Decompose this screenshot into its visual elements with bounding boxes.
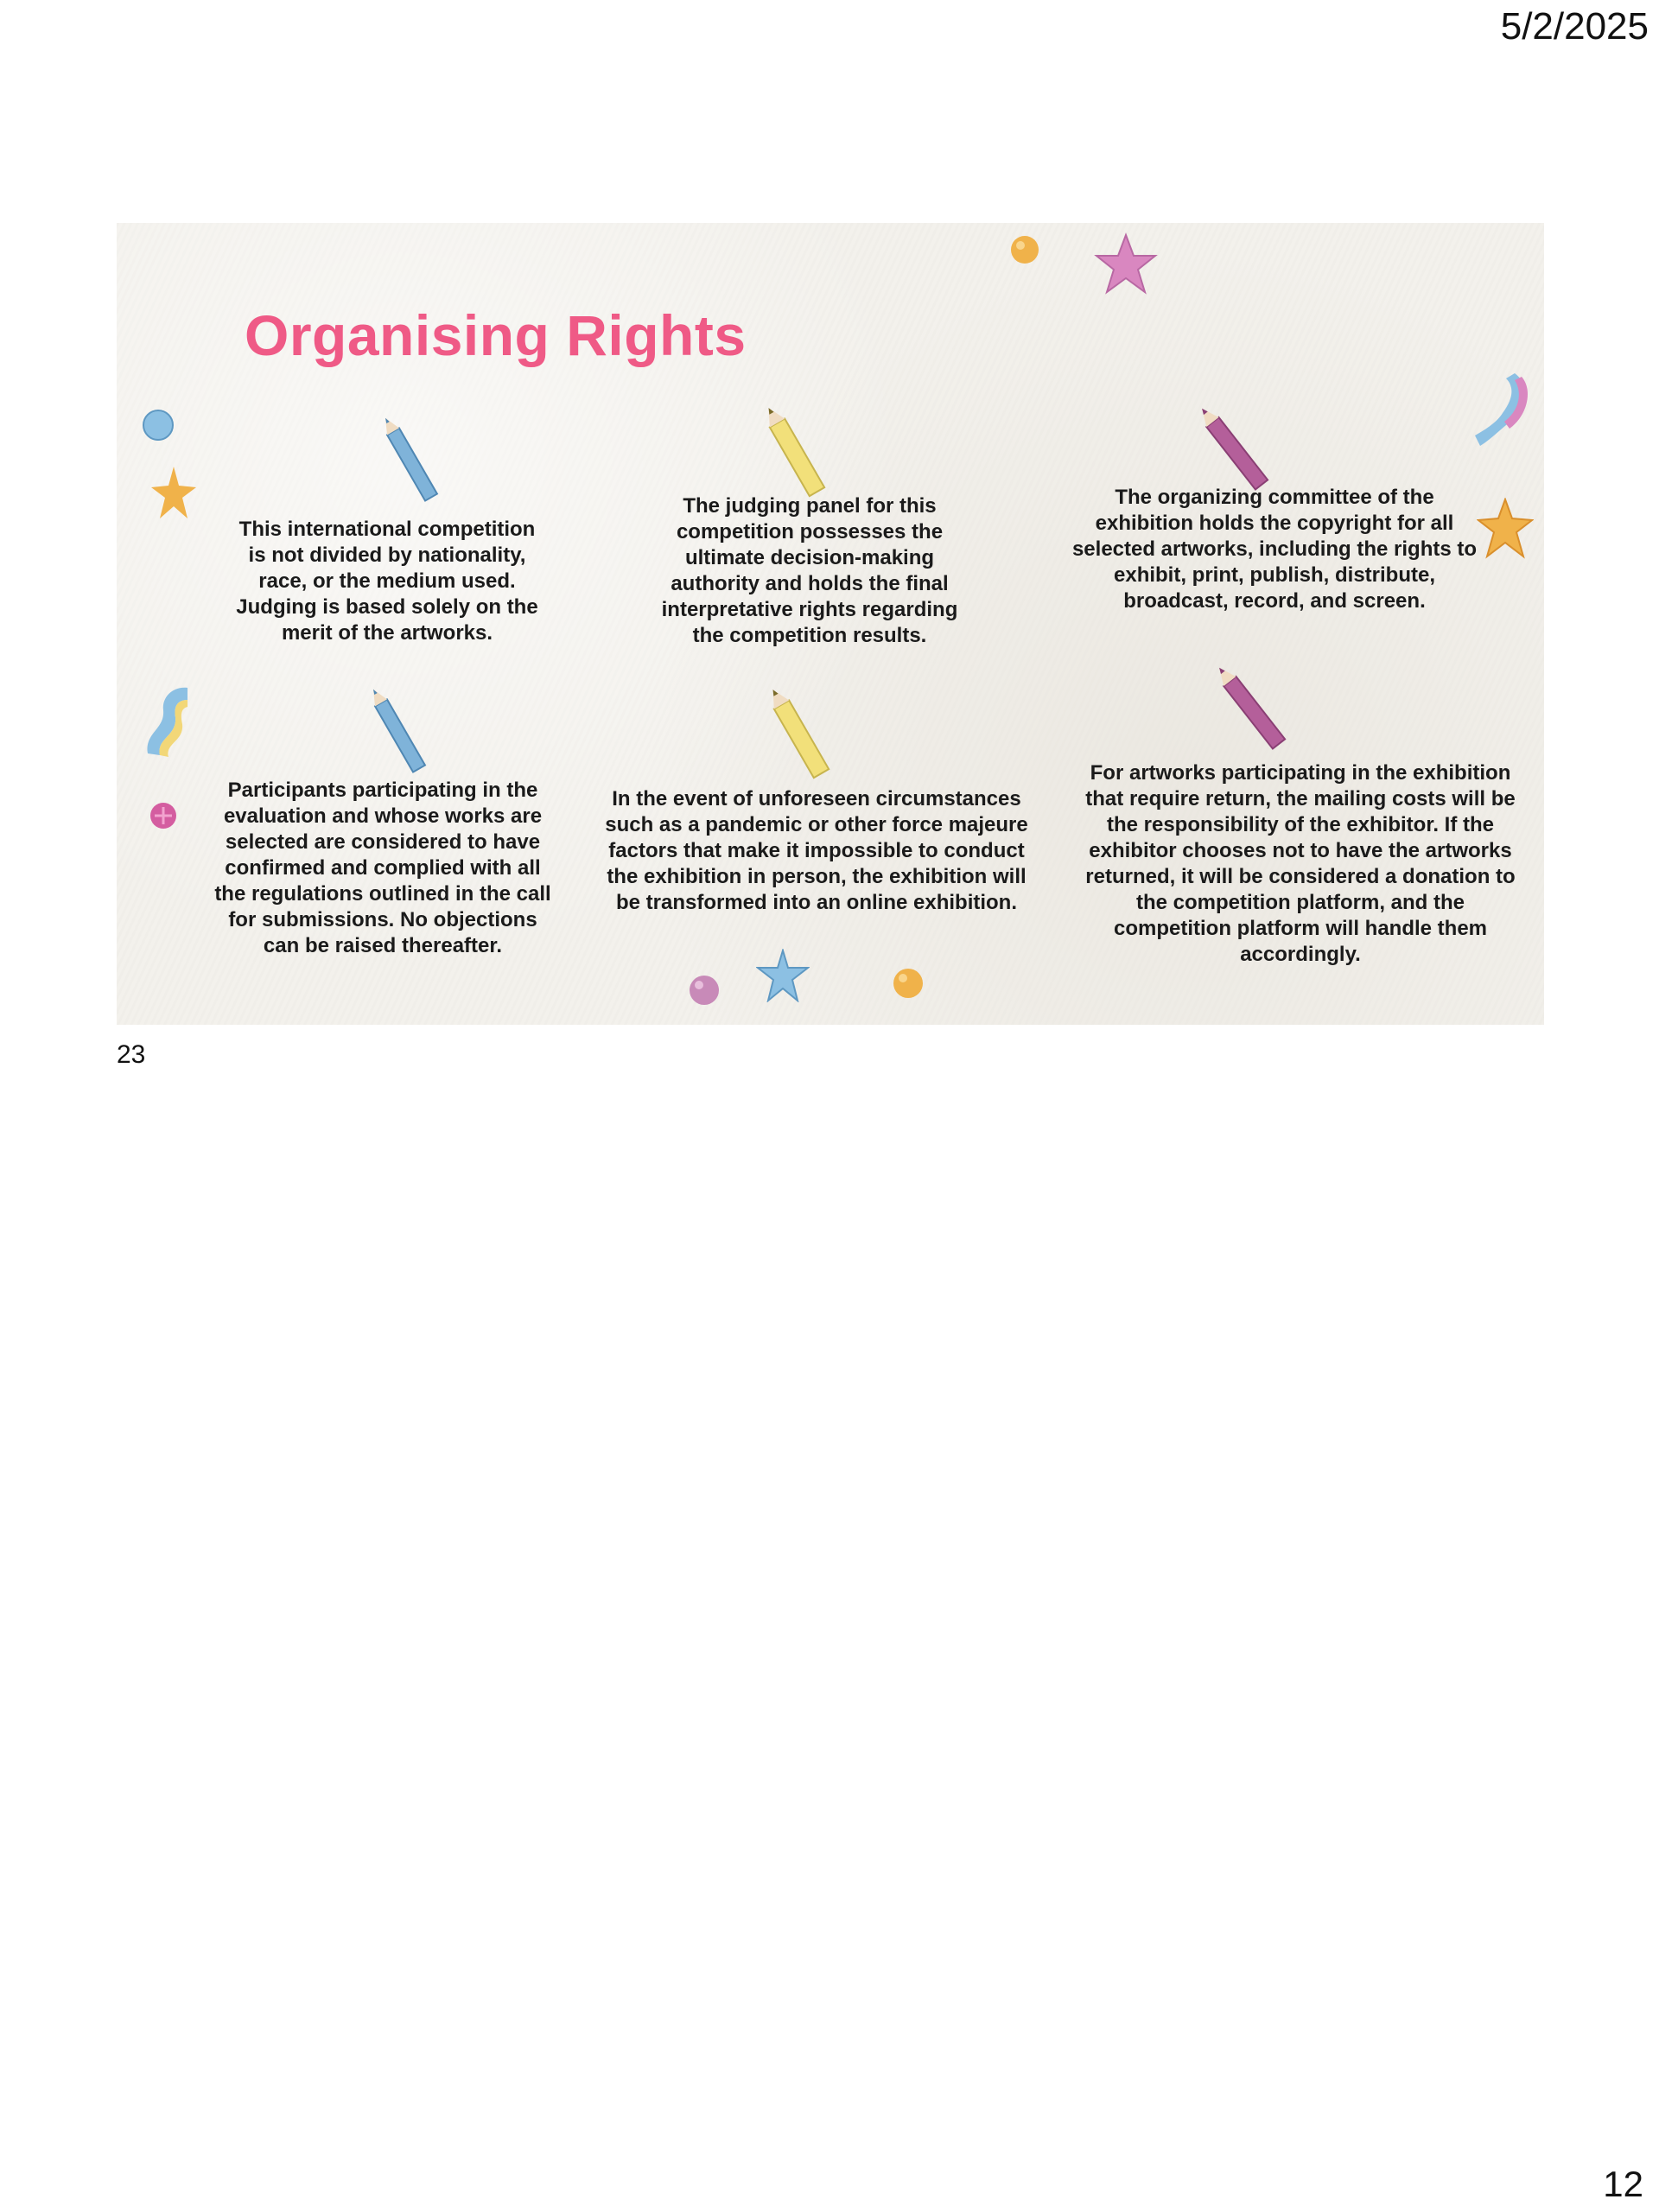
- wave-ribbon-icon: [1471, 368, 1534, 451]
- slide-title: Organising Rights: [245, 303, 747, 367]
- slide-number: 23: [117, 1040, 146, 1069]
- pencil-icon: [1212, 655, 1290, 762]
- rule-text-3: The organizing committee of the exhibition holds the copyright for all selected artworks, including the rights to exhibit, print, publish, distribute, broadcast, record, and screen.: [1071, 486, 1478, 613]
- star-icon: [1093, 232, 1159, 297]
- rule-text-4: Participants participating in the evaluation and whose works are selected are considered to have confirmed and complied with all the regulations outlined in the call for submissions. No objections can be raised thereafter.: [214, 779, 551, 957]
- bead-icon: [687, 973, 721, 1007]
- pencil-icon: [376, 410, 445, 513]
- print-date: 5/2/2025: [1500, 5, 1649, 48]
- slide: [117, 223, 1544, 1025]
- pencil-icon: [765, 681, 834, 790]
- bead-icon: [141, 408, 175, 442]
- rule-text-6: For artworks participating in the exhibition that require return, the mailing costs will be the responsibility of the exhibitor. If the exhibitor chooses not to have the artworks returned, it will be considered a donation to the competition platform, and the competition platform will handle them accordingly.: [1085, 761, 1516, 966]
- rule-text-1: This international competition is not divided by nationality, race, or the medium used. Judging is based solely on the merit of the artworks.: [236, 518, 538, 645]
- rule-text-5: In the event of unforeseen circumstances such as a pandemic or other force majeure factors that make it impossible to conduct the exhibition in person, the exhibition will be transformed into an online exhibition.: [605, 787, 1028, 914]
- rule-text-2: The judging panel for this competition possesses the ultimate decision-making authority and holds the final interpretative rights regarding the competition results.: [661, 494, 958, 647]
- bead-icon: [891, 966, 925, 1001]
- page-number: 12: [1603, 2164, 1643, 2204]
- pencil-icon: [364, 681, 433, 785]
- star-icon: [149, 465, 198, 522]
- star-icon: [1477, 498, 1534, 560]
- bead-icon: [148, 800, 179, 831]
- star-icon: [756, 949, 810, 1002]
- bead-icon: [1008, 233, 1041, 266]
- wave-ribbon-icon: [139, 681, 191, 759]
- pencil-icon: [760, 399, 830, 508]
